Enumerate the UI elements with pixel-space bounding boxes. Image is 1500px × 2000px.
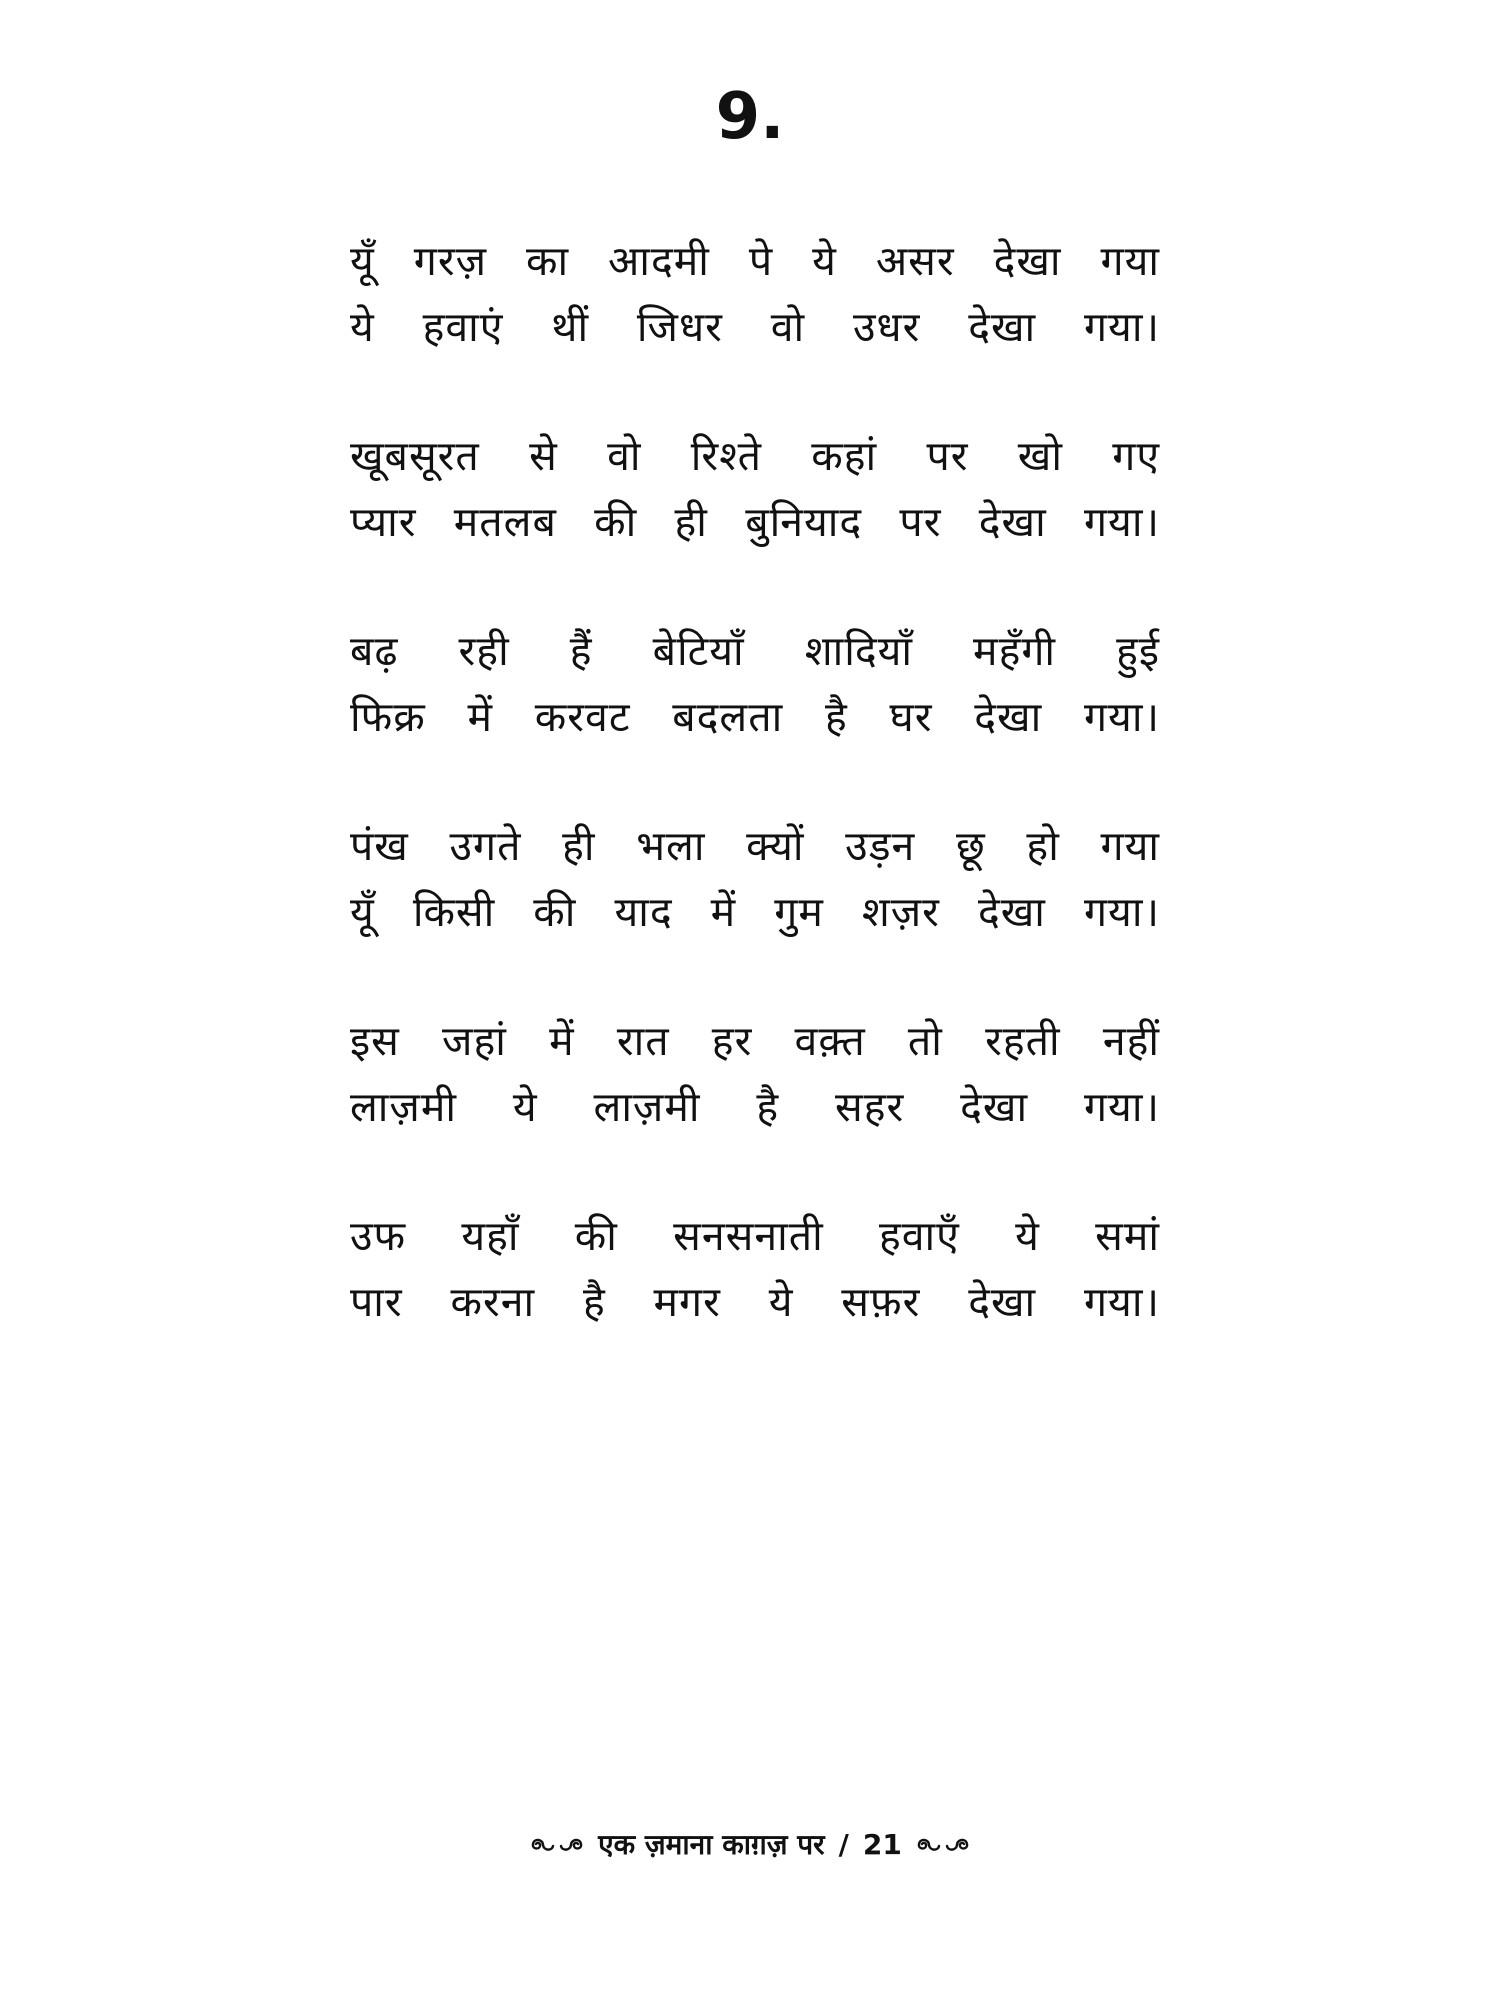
page-footer: [0, 1825, 1500, 1865]
poem-line: पंख उगते ही भला क्यों उड़न छू हो गया: [350, 822, 1160, 870]
poem-line: फिक्र में करवट बदलता है घर देखा गया।: [350, 693, 1160, 741]
book-title: एक ज़माना काग़ज़ पर: [598, 1828, 825, 1861]
poem-body: [350, 228, 1160, 1398]
poem-line: पार करना है मगर ये सफ़र देखा गया।: [350, 1278, 1160, 1326]
poem-line: प्यार मतलब की ही बुनियाद पर देखा गया।: [350, 498, 1160, 546]
stanza-4: [350, 813, 1160, 945]
stanza-6: [350, 1203, 1160, 1335]
page-number: 21: [862, 1828, 902, 1861]
poem-line: यूँ किसी की याद में गुम शज़र देखा गया।: [350, 888, 1160, 936]
swirl-ornament-icon: [916, 1835, 970, 1855]
poem-line: इस जहां में रात हर वक़्त तो रहती नहीं: [350, 1017, 1160, 1065]
poem-line: यूँ गरज़ का आदमी पे ये असर देखा गया: [350, 237, 1160, 285]
stanza-3: [350, 618, 1160, 750]
stanza-2: [350, 423, 1160, 555]
swirl-ornament-icon: [530, 1835, 584, 1855]
stanza-1: [350, 228, 1160, 360]
poem-line: उफ यहाँ की सनसनाती हवाएँ ये समां: [350, 1212, 1160, 1260]
poem-line: लाज़मी ये लाज़मी है सहर देखा गया।: [350, 1083, 1160, 1131]
footer-separator: /: [838, 1828, 849, 1861]
stanza-5: [350, 1008, 1160, 1140]
poem-line: खूबसूरत से वो रिश्ते कहां पर खो गए: [350, 432, 1160, 480]
poem-number: 9.: [715, 80, 785, 154]
poem-line: बढ़ रही हैं बेटियाँ शादियाँ महँगी हुई: [350, 627, 1160, 675]
poem-line: ये हवाएं थीं जिधर वो उधर देखा गया।: [350, 303, 1160, 351]
